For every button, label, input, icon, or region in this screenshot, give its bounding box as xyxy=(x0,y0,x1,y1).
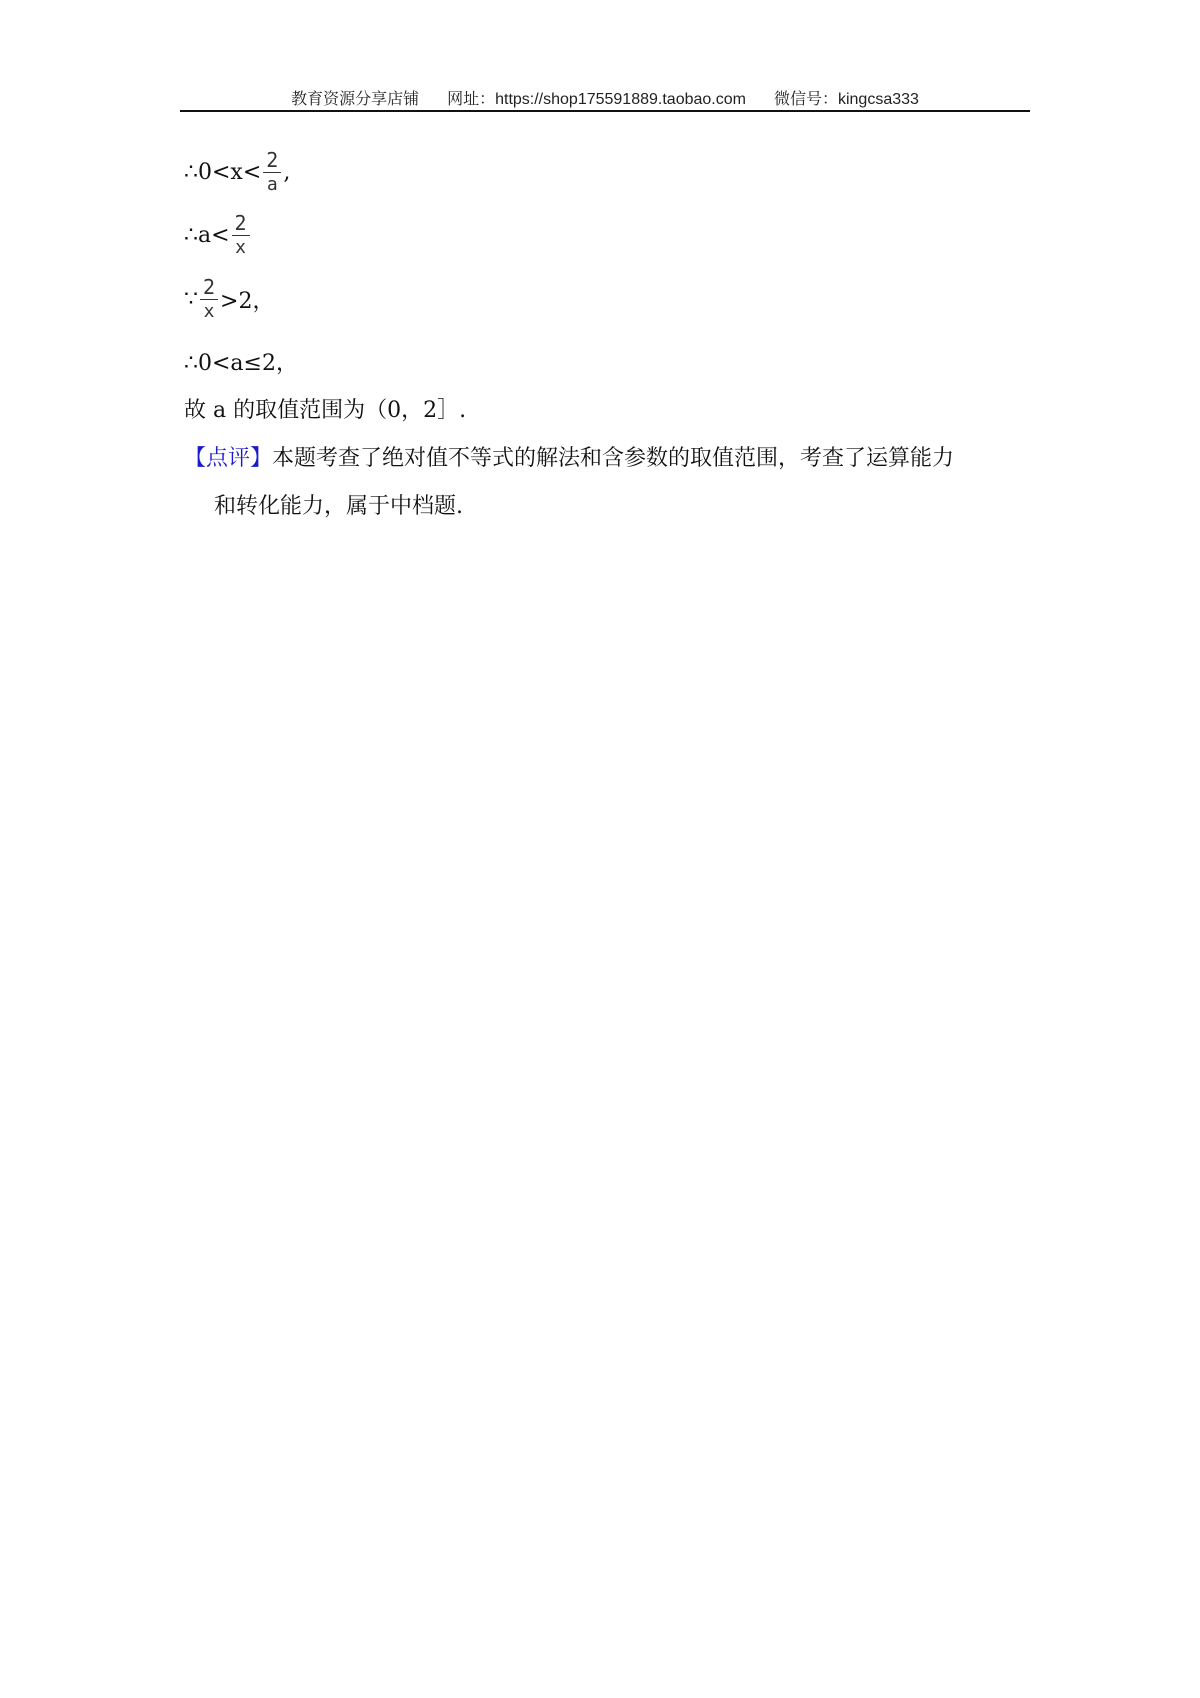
step-3-suffix: >2， xyxy=(220,288,275,314)
fraction-2-over-x xyxy=(200,277,218,321)
comment-line-1 xyxy=(184,441,954,472)
fraction-numerator: 2 xyxy=(232,213,250,236)
step-1-prefix: ∴0<x< xyxy=(184,159,262,185)
fraction-2-over-a xyxy=(263,150,281,194)
comment-line-2: 和转化能力，属于中档题. xyxy=(214,494,463,519)
step-2 xyxy=(184,213,252,257)
fraction-numerator: 2 xyxy=(200,277,218,300)
step-3-prefix: ∵ xyxy=(184,286,198,312)
page-header xyxy=(180,86,1030,109)
fraction-denominator: x xyxy=(203,301,215,322)
header-wechat: 微信号：kingcsa333 xyxy=(773,91,919,108)
fraction-2-over-x xyxy=(232,213,250,257)
comment-text-1: 本题考查了绝对值不等式的解法和含参数的取值范围，考查了运算能力 xyxy=(272,446,955,471)
step-4: ∴0<a≤2， xyxy=(184,351,298,376)
conclusion: 故 a 的取值范围为（0，2］. xyxy=(184,398,467,423)
fraction-denominator: a xyxy=(266,174,278,195)
header-url: 网址：https://shop175591889.taobao.com xyxy=(447,91,746,108)
fraction-numerator: 2 xyxy=(263,150,281,173)
comment-tag: 【点评】 xyxy=(184,446,273,471)
step-1-suffix: , xyxy=(283,159,291,185)
step-2-prefix: ∴a< xyxy=(184,222,230,248)
fraction-denominator: x xyxy=(235,237,246,258)
step-3 xyxy=(184,277,274,321)
header-rule xyxy=(180,110,1030,112)
header-shop: 教育资源分享店铺 xyxy=(291,91,420,108)
step-1 xyxy=(184,150,290,194)
